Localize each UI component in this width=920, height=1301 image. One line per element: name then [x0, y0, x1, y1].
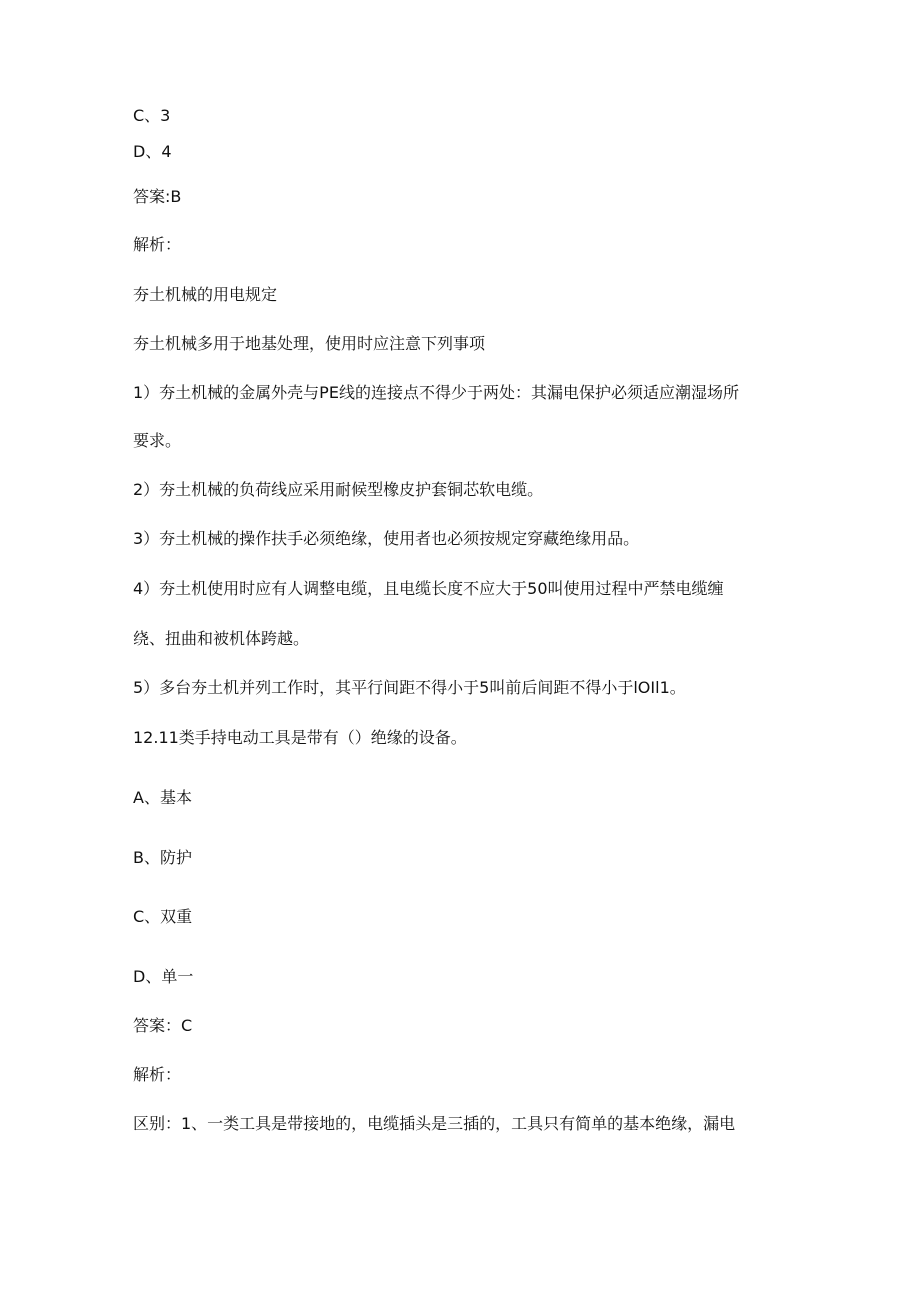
rule-4-line-2: 绕、扭曲和被机体跨越。 — [133, 629, 310, 648]
option-c-prev: C、3 — [133, 106, 171, 125]
answer-prev: 答案:B — [133, 187, 182, 206]
analysis-heading-1: 解析： — [133, 235, 182, 254]
option-d: D、单一 — [133, 967, 194, 986]
option-d-prev: D、4 — [133, 142, 172, 161]
answer: 答案：C — [133, 1016, 193, 1035]
paragraph-intro: 夯土机械多用于地基处理，使用时应注意下列事项 — [133, 334, 486, 353]
section-title: 夯土机械的用电规定 — [133, 285, 278, 304]
question-12: 12.11类手持电动工具是带有（）绝缘的设备。 — [133, 728, 467, 747]
option-a: A、基本 — [133, 788, 192, 807]
option-c: C、双重 — [133, 907, 193, 926]
rule-5: 5）多台夯土机并列工作时，其平行间距不得小于5叫前后间距不得小于lOIl1。 — [133, 678, 686, 697]
rule-1-line-2: 要求。 — [133, 431, 182, 450]
rule-3: 3）夯土机械的操作扶手必须绝缘，使用者也必须按规定穿藏绝缘用品。 — [133, 529, 640, 548]
rule-1-line-1: 1）夯土机械的金属外壳与PE线的连接点不得少于两处：其漏电保护必须适应潮湿场所 — [133, 383, 739, 402]
analysis-heading-2: 解析： — [133, 1065, 182, 1084]
option-b: B、防护 — [133, 848, 192, 867]
rule-2: 2）夯土机械的负荷线应采用耐候型橡皮护套铜芯软电缆。 — [133, 480, 544, 499]
rule-4-line-1: 4）夯土机使用时应有人调整电缆，且电缆长度不应大于50叫使用过程中严禁电缆缠 — [133, 579, 724, 598]
analysis-text: 区别：1、一类工具是带接地的，电缆插头是三插的，工具只有简单的基本绝缘，漏电 — [133, 1114, 736, 1133]
